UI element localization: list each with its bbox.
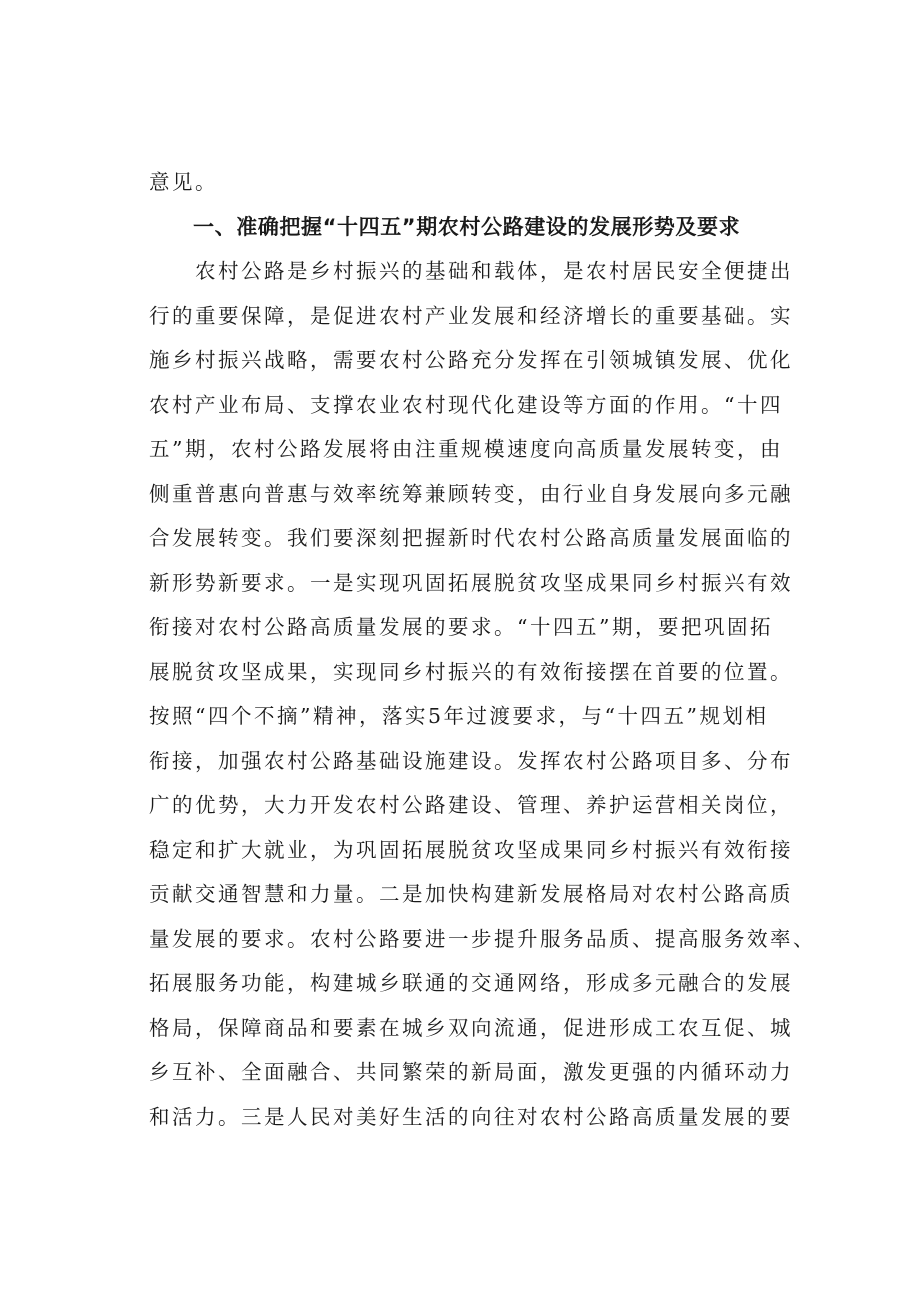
paragraph-line: 和活力。三是人民对美好生活的向往对农村公路高质量发展的要 [149, 1104, 793, 1129]
document-body [149, 160, 816, 1139]
paragraph-line: 衔接，加强农村公路基础设施建设。发挥农村公路项目多、分布 [149, 748, 793, 773]
section-heading: 一、准确把握“十四五”期农村公路建设的发展形势及要求 [193, 214, 741, 239]
paragraph-line: 侧重普惠向普惠与效率统筹兼顾转变，由行业自身发展向多元融 [149, 481, 793, 506]
paragraph-line: 量发展的要求。农村公路要进一步提升服务品质、提高服务效率、 [149, 926, 816, 951]
paragraph-line: 农村产业布局、支撑农业农村现代化建设等方面的作用。“十四 [149, 392, 783, 417]
paragraph-line: 五”期，农村公路发展将由注重规模速度向高质量发展转变，由 [149, 437, 783, 461]
paragraph-line: 新形势新要求。一是实现巩固拓展脱贫攻坚成果同乡村振兴有效 [149, 570, 793, 595]
paragraph-line: 施乡村振兴战略，需要农村公路充分发挥在引领城镇发展、优化 [149, 348, 793, 372]
lead-line: 意见。 [149, 170, 218, 194]
paragraph-line: 农村公路是乡村振兴的基础和载体，是农村居民安全便捷出 [195, 259, 793, 283]
paragraph-line: 广的优势，大力开发农村公路建设、管理、养护运营相关岗位， [149, 793, 793, 817]
paragraph-line: 衔接对农村公路高质量发展的要求。“十四五”期，要把巩固拓 [149, 615, 773, 639]
paragraph-line: 展脱贫攻坚成果，实现同乡村振兴的有效衔接摆在首要的位置。 [149, 659, 793, 684]
paragraph-line: 格局，保障商品和要素在城乡双向流通，促进形成工农互促、城 [149, 1015, 793, 1040]
paragraph-line: 合发展转变。我们要深刻把握新时代农村公路高质量发展面临的 [149, 526, 793, 550]
paragraph-line: 拓展服务功能，构建城乡联通的交通网络，形成多元融合的发展 [149, 971, 793, 995]
paragraph-line: 按照“四个不摘”精神，落实5年过渡要求，与“十四五”规划相 [149, 704, 769, 728]
paragraph-line: 贡献交通智慧和力量。二是加快构建新发展格局对农村公路高质 [149, 882, 793, 906]
paragraph-line: 行的重要保障，是促进农村产业发展和经济增长的重要基础。实 [149, 303, 793, 328]
paragraph-line: 乡互补、全面融合、共同繁荣的新局面，激发更强的内循环动力 [149, 1060, 793, 1084]
paragraph-line: 稳定和扩大就业，为巩固拓展脱贫攻坚成果同乡村振兴有效衔接 [149, 837, 793, 862]
